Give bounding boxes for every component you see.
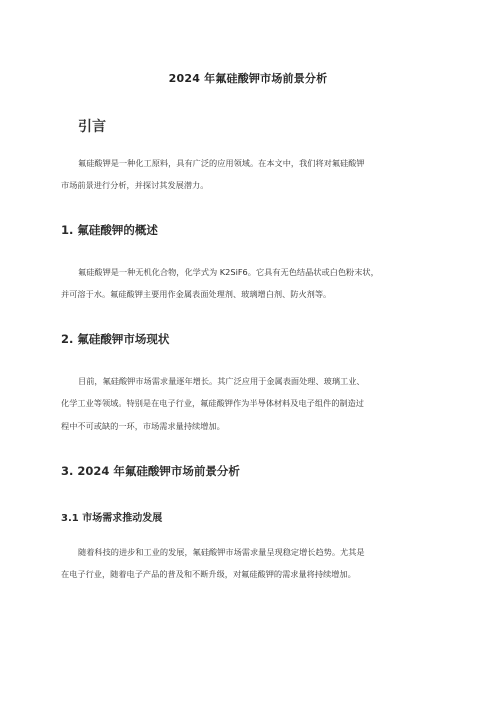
paragraph-line: 程中不可或缺的一环，市场需求量持续增加。 (61, 420, 225, 431)
paragraph-line: 氟硅酸钾是一种无机化合物，化学式为 K2SiF6。它具有无色结晶状或白色粉末状， (78, 267, 379, 277)
section-2-paragraph (61, 370, 365, 437)
section-1-paragraph (61, 261, 379, 306)
section-3-1-heading: 3.1 市场需求推动发展 (61, 513, 163, 524)
paragraph-line: 随着科技的进步和工业的发展，氟硅酸钾市场需求量呈现稳定增长趋势。尤其是 (78, 547, 365, 557)
document-title: 2024 年氟硅酸钾市场前景分析 (168, 72, 328, 85)
section-3-heading: 3. 2024 年氟硅酸钾市场前景分析 (61, 464, 240, 478)
paragraph-line: 目前，氟硅酸钾市场需求量逐年增长。其广泛应用于金属表面处理、玻璃工业、 (78, 376, 365, 386)
paragraph-line: 市场前景进行分析，并探讨其发展潜力。 (61, 180, 209, 191)
section-1-heading: 1. 氟硅酸钾的概述 (61, 223, 158, 237)
section-3-1-paragraph (61, 541, 365, 586)
paragraph-line: 氟硅酸钾是一种化工原料，具有广泛的应用领域。在本文中，我们将对氟硅酸钾 (78, 158, 365, 168)
paragraph-line: 化学工业等领域。特别是在电子行业，氟硅酸钾作为半导体材料及电子组件的制造过 (61, 398, 364, 409)
paragraph-line: 在电子行业，随着电子产品的普及和不断升级，对氟硅酸钾的需求量将持续增加。 (61, 569, 356, 580)
intro-paragraph (61, 152, 365, 197)
section-2-heading: 2. 氟硅酸钾市场现状 (61, 332, 170, 346)
paragraph-line: 并可溶于水。氟硅酸钾主要用作金属表面处理剂、玻璃增白剂、防火剂等。 (61, 289, 332, 300)
intro-heading: 引言 (78, 119, 106, 135)
